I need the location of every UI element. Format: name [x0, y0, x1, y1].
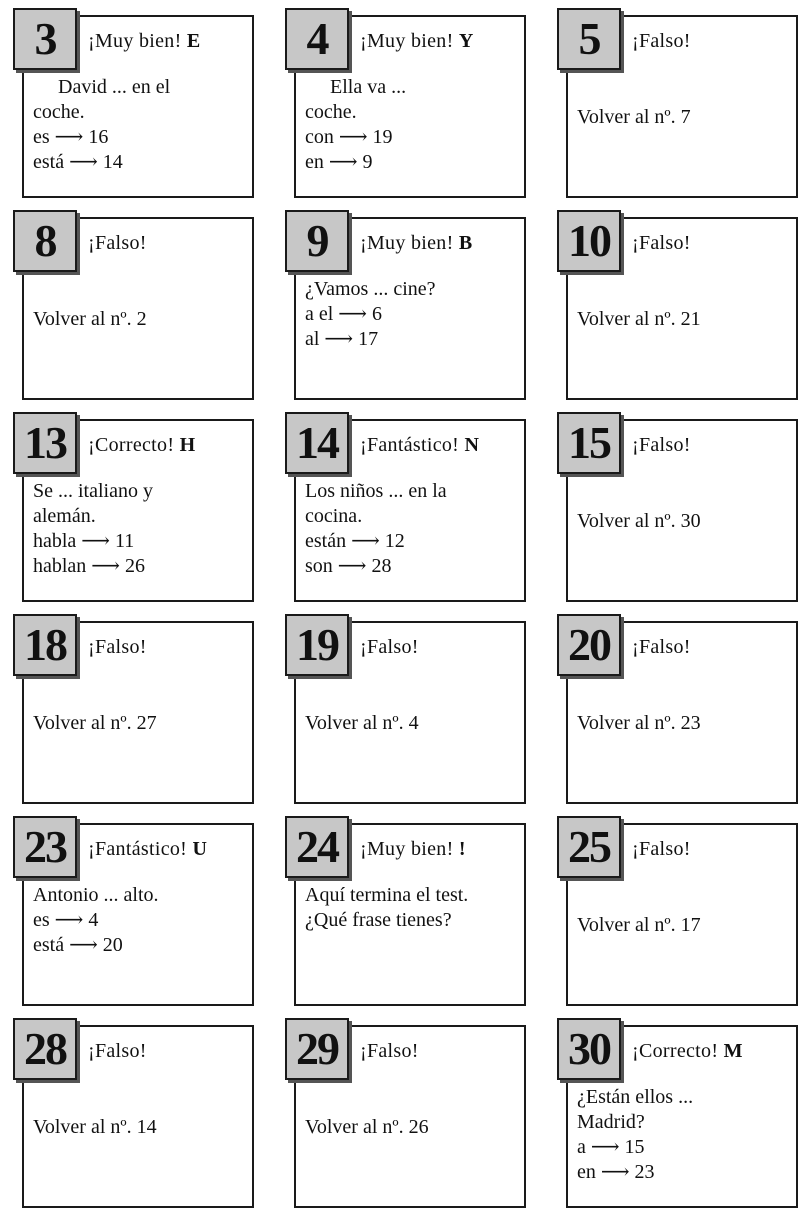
- exercise-line: coche.: [33, 101, 85, 123]
- card-9: [294, 211, 530, 402]
- card-heading: [360, 434, 479, 457]
- card-body: [577, 105, 691, 130]
- sentence-letter: M: [723, 1040, 743, 1062]
- card-number: 29: [285, 1018, 349, 1080]
- card-30: [566, 1019, 800, 1210]
- card-28: [22, 1019, 258, 1210]
- exercise-line: Antonio ... alto.: [33, 884, 159, 906]
- card-heading: [88, 636, 147, 659]
- card-body: [33, 883, 159, 958]
- exercise-line: ¿Qué frase tienes?: [305, 909, 452, 931]
- exercise-line: Aquí termina el test.: [305, 884, 469, 906]
- card-frame: [566, 419, 798, 602]
- card-body: [33, 75, 170, 175]
- sentence-letter: Y: [458, 30, 474, 52]
- card-frame: [22, 1025, 254, 1208]
- exercise-line: es ⟶ 4: [33, 909, 99, 931]
- redirect-text: Volver al nº. 7: [577, 106, 691, 128]
- exercise-line: están ⟶ 12: [305, 530, 405, 552]
- card-14: [294, 413, 530, 604]
- card-body: [305, 479, 447, 579]
- card-frame: [566, 1025, 798, 1208]
- card-body: [577, 307, 701, 332]
- exercise-line: cocina.: [305, 505, 363, 527]
- exercise-line: es ⟶ 16: [33, 126, 109, 148]
- redirect-text: Volver al nº. 21: [577, 308, 701, 330]
- card-frame: [22, 621, 254, 804]
- sentence-letter: H: [179, 434, 196, 456]
- card-heading: [632, 232, 691, 255]
- exercise-line: Los niños ... en la: [305, 480, 447, 502]
- card-number: 23: [13, 816, 77, 878]
- redirect-text: Volver al nº. 14: [33, 1116, 157, 1138]
- card-body: [577, 509, 701, 534]
- heading-text: ¡Falso!: [632, 838, 691, 860]
- redirect-text: Volver al nº. 26: [305, 1116, 429, 1138]
- heading-text: ¡Falso!: [88, 636, 147, 658]
- card-heading: [88, 1040, 147, 1063]
- heading-text: ¡Falso!: [360, 636, 419, 658]
- card-body: [305, 883, 468, 933]
- card-heading: [360, 636, 419, 659]
- heading-text: ¡Falso!: [88, 232, 147, 254]
- card-frame: [22, 15, 254, 198]
- card-heading: [88, 838, 207, 861]
- sentence-letter: U: [192, 838, 208, 860]
- sentence-letter: N: [464, 434, 480, 456]
- card-number: 15: [557, 412, 621, 474]
- heading-text: ¡Fantástico!: [360, 434, 460, 456]
- exercise-line: alemán.: [33, 505, 96, 527]
- exercise-line: Se ... italiano y: [33, 480, 153, 502]
- card-body: [33, 1115, 157, 1140]
- exercise-line: hablan ⟶ 26: [33, 555, 145, 577]
- heading-text: ¡Muy bien!: [88, 30, 182, 52]
- redirect-text: Volver al nº. 4: [305, 712, 419, 734]
- card-frame: [294, 419, 526, 602]
- card-body: [577, 913, 701, 938]
- exercise-line: en ⟶ 23: [577, 1161, 655, 1183]
- card-heading: [632, 434, 691, 457]
- card-frame: [22, 217, 254, 400]
- card-body: [305, 75, 406, 175]
- card-body: [577, 1085, 693, 1185]
- card-4: [294, 9, 530, 200]
- card-body: [33, 479, 153, 579]
- card-body: [33, 711, 157, 736]
- card-heading: [632, 636, 691, 659]
- card-frame: [294, 823, 526, 1006]
- card-frame: [566, 15, 798, 198]
- card-heading: [632, 30, 691, 53]
- card-heading: [88, 30, 201, 53]
- redirect-text: Volver al nº. 27: [33, 712, 157, 734]
- heading-text: ¡Fantástico!: [88, 838, 188, 860]
- exercise-line: a el ⟶ 6: [305, 303, 382, 325]
- card-body: [305, 1115, 429, 1140]
- heading-text: ¡Falso!: [632, 232, 691, 254]
- exercise-line: a ⟶ 15: [577, 1136, 645, 1158]
- heading-text: ¡Falso!: [632, 636, 691, 658]
- exercise-line: Ella va ...: [305, 76, 407, 98]
- card-5: [566, 9, 800, 200]
- exercise-line: en ⟶ 9: [305, 151, 373, 173]
- card-3: [22, 9, 258, 200]
- card-number: 25: [557, 816, 621, 878]
- card-number: 20: [557, 614, 621, 676]
- exercise-line: coche.: [305, 101, 357, 123]
- card-number: 13: [13, 412, 77, 474]
- exercise-line: está ⟶ 20: [33, 934, 123, 956]
- card-19: [294, 615, 530, 806]
- card-heading: [360, 232, 473, 255]
- card-number: 18: [13, 614, 77, 676]
- card-body: [305, 711, 419, 736]
- card-10: [566, 211, 800, 402]
- exercise-line: son ⟶ 28: [305, 555, 392, 577]
- card-body: [33, 307, 147, 332]
- sentence-letter: B: [458, 232, 473, 254]
- heading-text: ¡Falso!: [88, 1040, 147, 1062]
- card-heading: [360, 838, 466, 861]
- card-number: 14: [285, 412, 349, 474]
- card-frame: [566, 621, 798, 804]
- card-15: [566, 413, 800, 604]
- redirect-text: Volver al nº. 17: [577, 914, 701, 936]
- card-frame: [294, 1025, 526, 1208]
- card-23: [22, 817, 258, 1008]
- exercise-line: con ⟶ 19: [305, 126, 393, 148]
- card-frame: [294, 621, 526, 804]
- heading-text: ¡Correcto!: [88, 434, 175, 456]
- card-8: [22, 211, 258, 402]
- card-frame: [566, 823, 798, 1006]
- heading-text: ¡Muy bien!: [360, 838, 454, 860]
- card-heading: [632, 838, 691, 861]
- card-18: [22, 615, 258, 806]
- exercise-line: al ⟶ 17: [305, 328, 379, 350]
- card-frame: [22, 823, 254, 1006]
- exercise-line: habla ⟶ 11: [33, 530, 135, 552]
- card-heading: [360, 30, 474, 53]
- sentence-letter: !: [458, 838, 466, 860]
- card-20: [566, 615, 800, 806]
- card-number: 5: [557, 8, 621, 70]
- card-body: [305, 277, 436, 352]
- card-13: [22, 413, 258, 604]
- card-number: 19: [285, 614, 349, 676]
- card-heading: [88, 232, 147, 255]
- heading-text: ¡Muy bien!: [360, 232, 454, 254]
- card-number: 8: [13, 210, 77, 272]
- card-number: 9: [285, 210, 349, 272]
- card-frame: [566, 217, 798, 400]
- card-number: 28: [13, 1018, 77, 1080]
- card-frame: [22, 419, 254, 602]
- heading-text: ¡Correcto!: [632, 1040, 719, 1062]
- card-29: [294, 1019, 530, 1210]
- heading-text: ¡Muy bien!: [360, 30, 454, 52]
- card-number: 4: [285, 8, 349, 70]
- card-body: [577, 711, 701, 736]
- card-number: 10: [557, 210, 621, 272]
- redirect-text: Volver al nº. 2: [33, 308, 147, 330]
- card-number: 30: [557, 1018, 621, 1080]
- card-heading: [360, 1040, 419, 1063]
- sentence-letter: E: [186, 30, 201, 52]
- card-25: [566, 817, 800, 1008]
- exercise-line: David ... en el: [33, 76, 171, 98]
- redirect-text: Volver al nº. 23: [577, 712, 701, 734]
- redirect-text: Volver al nº. 30: [577, 510, 701, 532]
- card-heading: [88, 434, 195, 457]
- card-frame: [294, 15, 526, 198]
- card-heading: [632, 1040, 743, 1063]
- exercise-line: ¿Vamos ... cine?: [305, 278, 436, 300]
- card-frame: [294, 217, 526, 400]
- heading-text: ¡Falso!: [632, 434, 691, 456]
- exercise-line: Madrid?: [577, 1111, 645, 1133]
- heading-text: ¡Falso!: [632, 30, 691, 52]
- card-24: [294, 817, 530, 1008]
- exercise-line: está ⟶ 14: [33, 151, 123, 173]
- exercise-line: ¿Están ellos ...: [577, 1086, 694, 1108]
- card-number: 24: [285, 816, 349, 878]
- heading-text: ¡Falso!: [360, 1040, 419, 1062]
- card-number: 3: [13, 8, 77, 70]
